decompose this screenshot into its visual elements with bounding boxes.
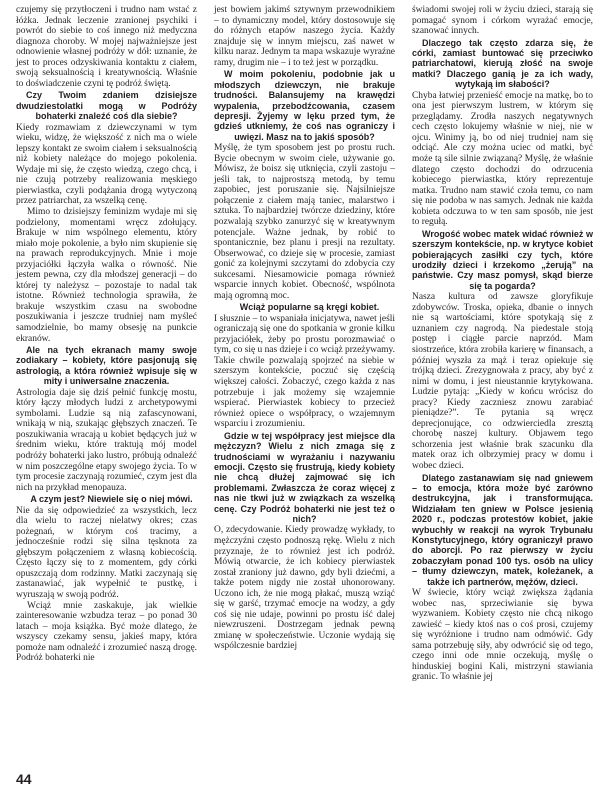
right-column [412, 5, 593, 683]
page-number: 44 [16, 771, 32, 787]
interview-question: Gdzie w tej współpracy jest miejsce dla mężczyzn? Wielu z nich zmaga się z trudnościami w wyrażaniu i nazywaniu emocji. Często się frustrują, kiedy kobiety nie chcą dłużej zajmować się ich problemami. Zwłaszcza że coraz więcej z nas nie tkwi już w związkach za wszelką cenę. Czy Podróż bohaterki nie jest też o nich? [214, 430, 395, 524]
paragraph: świadomi swojej roli w życiu dzieci, starają się pomagać synom i córkom wyrażać emocje, szanować innych. [412, 5, 593, 37]
paragraph: Nasza kultura od zawsze gloryfikuje zdobywców. Troska, opieka, dbanie o innych nie są wartościami, które spotykają się z uznaniem czy nagrodą. Na piedestale stoją postęp i ciągłe parcie naprzód. Mam siostrzeńce, która zrobiła karierę w finansach, a później wyszła za mąż i teraz opiekuje się trójką dzieci. Zrezygnowała z pracy, aby być z nimi w domu, i jest nieustannie krytykowana. Ludzie pytają: „Kiedy w końcu wrócisz do pracy? Kiedy zaczniesz znowu zarabiać pieniądze?”. Te pytania są wręcz deprecjonujące, co odzwierciedla zresztą chorobę naszej kultury. Objawem tego schorzenia jest właśnie brak szacunku dla matek oraz ich olbrzymiej pracy w domu i wobec dzieci. [412, 292, 593, 471]
interview-question: Dlatego zastanawiam się nad gniewem – to emocja, która może być zarówno destrukcyjna, jak i transformująca. Widziałam ten gniew w Polsce jesienią 2020 r., podczas protestów kobiet, jakie wybuchły w reakcji na wyrok Trybunału Konstytucyjnego, który ograniczył prawo do aborcji. Po raz pierwszy w życiu zobaczyłam ponad 100 tys. osób na ulicy – tłumy dziewczyn, matek, koleżanek, a także ich partnerów, mężów, dzieci. [412, 472, 593, 587]
paragraph: Nie da się odpowiedzieć za wszystkich, lecz dla wielu to raczej nielatwy okres; czas pożegnań, w którym coś tracimy, a jednocześnie rodzi się silna tęsknota za głębszym połączeniem z własną kobiecością. Często łączy się to z momentem, gdy córki opuszczają dom rodzinny. Matki zaczynają się zastanawiać, jak wypełnić te pustkę, i wyruszają w swoją podróż. [16, 505, 197, 600]
interview-question: Wciąż popularne są kręgi kobiet. [239, 302, 380, 313]
paragraph: Mimo to dzisiejszy feminizm wydaje mi się podzielony, momentami wręcz zdołujący. Brakuje w nim wspólnego elementu, który miało moje pokolenie, a było nim skupienie się na prawach reprodukcyjnych. Mnie i moje przyjaciółki łączyła walka o równość. Nie jestem pewna, czy dla młodszej generacji – do której ty należysz – pozostaje to nadal tak istotne. Również technologia sprawiła, że brakuje wszystkim czasu na swobodne poszukiwania i jeszcze trudniej nam myśleć samodzielnie, bo mamy obsesję na punkcie ekranów. [16, 206, 197, 344]
paragraph: czujemy się przytłoczeni i trudno nam wstać z łóżka. Jednak leczenie zranionej psychiki i powrót do siebie to coś innego niż medyczna diagnoza choroby. W mojej najważniejsze jest odnowienie własnej podróży w dół: uznanie, że jest to proces odzyskiwania kontaktu z ciałem, swoją seksualnością i kreatywnością. Właśnie to doświadczenie czyni tę podróż świętą. [16, 5, 197, 89]
left-column [16, 5, 197, 664]
interview-question: A czym jest? Niewiele się o niej mówi. [30, 494, 193, 505]
paragraph: Myślę, że tym sposobem jest po prostu ruch. Bycie obecnym w swoim ciele, używanie go. Mówisz, że boisz się utknięcia, czyli zastoju – jeśli tak, to najprostszą metodą, by temu zapobiec, jest poruszanie się. Najsilniejsze połączenie z ciałem mają taniec, malarstwo i sztuka. To najbardziej twórcze dziedziny, które pozwalają szybko zanurzyć się w kreatywnym potencjale. Ważne jednak, by robić to spontanicznie, bez planu i presji na rezultaty. Obserwować, co dzieje się w procesie, zamiast gonić za kolejnymi szczytami do zdobycia czy sukcesami. Niesamowicie pomaga również wsparcie innych kobiet. Obecność, wspólnota mają ogromną moc. [214, 143, 395, 301]
interview-question: W moim pokoleniu, podobnie jak u młodszych dziewczyn, nie brakuje trudności. Balansujemy na krawędzi wypalenia, przebodźcowania, czasem depresji. Żyjemy w lęku przed tym, że gdzieś utkniemy, że coś nas ograniczy i uwięzi. Masz na to jakiś sposób? [214, 69, 395, 142]
interview-question: Czy Twoim zdaniem dzisiejsze dwudziestolatki mogą w Podróży bohaterki znaleźć coś dla siebie? [16, 90, 197, 122]
interview-question: Ale na tych ekranach mamy swoje zodiakary – kobiety, które pasjonują się astrologią, a która również wpisuje się w mity i uniwersalne znaczenia. [16, 345, 197, 387]
interview-question: Dlaczego tak często zdarza się, że córki, zamiast buntować się przeciwko patriarchatowi, kierują złość na swoje matki? Dlaczego ganią je za ich wady, wytykają im słabości? [412, 37, 593, 90]
paragraph: O, zdecydowanie. Kiedy prowadzę wykłady, to mężczyźni często podnoszą rękę. Wielu z nich przyznaje, że to również jest ich podróż. Mówią otwarcie, że ich kobiecy pierwiastek został zraniony już dawno, gdy byli dziećmi, a także potem nigdy nie został uhonorowany. Uczono ich, że nie mogą płakać, muszą wziąć się w garść, trzymać emocje na wodzy, a gdy coś się nie udaje, powinni po prostu iść dalej niewzruszeni. Dostrzegam jednak pewną zmianę w społeczeństwie. Uczonie wydają się wspólczesnie bardziej [214, 525, 395, 652]
paragraph: jest bowiem jakimś sztywnym przewodnikiem – to dynamiczny model, który dostosowuje się do różnych etapów naszego życia. Każdy znajduje się w innym miejscu, zaś nawet w kilku naraz. Jednym ta mapa wskazuje wyraźne ramy, drugim nie – i to też jest w porządku. [214, 5, 395, 68]
middle-column [214, 5, 395, 652]
paragraph: Astrologia daje się dziś pełnić funkcję mostu, który łączy młodych ludzi z archetypowymi symbolami. Ludzie są nią zafascynowani, wnikają w nią, szukając głębszych znaczeń. Te poszukiwania wracają u kobiet będących już w średnim wieku, które traktują mój model podróży bohaterki jako lustro, próbują odnaleźć w nim poszczególne etapy swojego życia. To w tym procesie zaczynają rozumieć, czym jest dla nich na przykład menopauza. [16, 387, 197, 493]
paragraph: W świecie, który wciąż zwiększa żądania wobec nas, sprzeciwianie się bywa wyzwaniem. Kobiety często nie chcą nikogo zawieść – kiedy ktoś nas o coś prosi, czujemy się wyróżnione i trudno nam odmówić. Gdy sama potrzebuję siły, aby odwrócić się od tego, czego inni ode mnie oczekują, myślę o hinduskiej bogini Kali, mistrzyni stawiania granic. To właśnie jej [412, 587, 593, 683]
interview-question: Wrogość wobec matek widać również w szerszym kontekście, np. w krytyce kobiet pobierających zasiłki czy tych, które urodziły dzieci i krzekomo „żerują” na państwie. Czy masz pomysł, skąd bierze się ta pogarda? [412, 228, 593, 291]
paragraph: Kiedy rozmawiam z dziewczynami w tym wieku, widzę, że większość z nich ma o wiele lepszy kontakt ze swoim ciałem i seksualnością niż kobiety należące do mojego pokolenia. Wydaje mi się, że często wiedzą, czego chcą, i nie czują potrzeby realizowania męskiego pierwiastka, czyli podążania drogą wytyczoną przez patriarchat, za wszelką cenę. [16, 122, 197, 207]
paragraph: Chyba łatwiej przenieść emocje na matkę, bo to ona jest pierwszym lustrem, w którym się przeglądamy. Zrodła naszych negatywnych cech często lokujemy właśnie w niej, nie w ojcu. Winimy ją, bo od niej trudniej nam się odciąć. Ale czy można uciec od matki, być może tą sile silnie związaną? Myślę, że właśnie dlatego często dochodzi do odrzucenia kobiecego pierwiastka, który reprezentuje matka. Trudno nam stawić czoła temu, co nam się nie podoba w nas samych. Jednak nie każda kobieta odczuwa to w ten sam sposób, nie jest to regułą. [412, 90, 593, 228]
paragraph: Wciąż mnie zaskakuje, jak wielkie zainteresowanie wzbudza teraz – po ponad 30 latach – moja książka. Być może dlatego, że wszyscy czekamy sensu, jakieś mapy, która pomoże nam odnaleźć i zrozumieć naszą drogę. Podróż bohaterki nie [16, 600, 197, 664]
paragraph: I słusznie – to wspaniała inicjatywa, nawet jeśli ograniczają się one do spotkania w gronie kilku przyjaciółek, żeby po prostu porozmawiać o tym, co się u nas dzieje i co wciąż przeżywamy. Takie chwile pozwalają spojrzeć na siebie w szerszym kontekście, poczuć się częścią większej całości. Zobaczyć, czego każda z nas potrzebuje i jak możemy się wzajemnie wspierać. Pierwiastek kobiecy to przecież również opiece o współpracy, o wzajemnym wsparciu i zrozumieniu. [214, 313, 395, 430]
